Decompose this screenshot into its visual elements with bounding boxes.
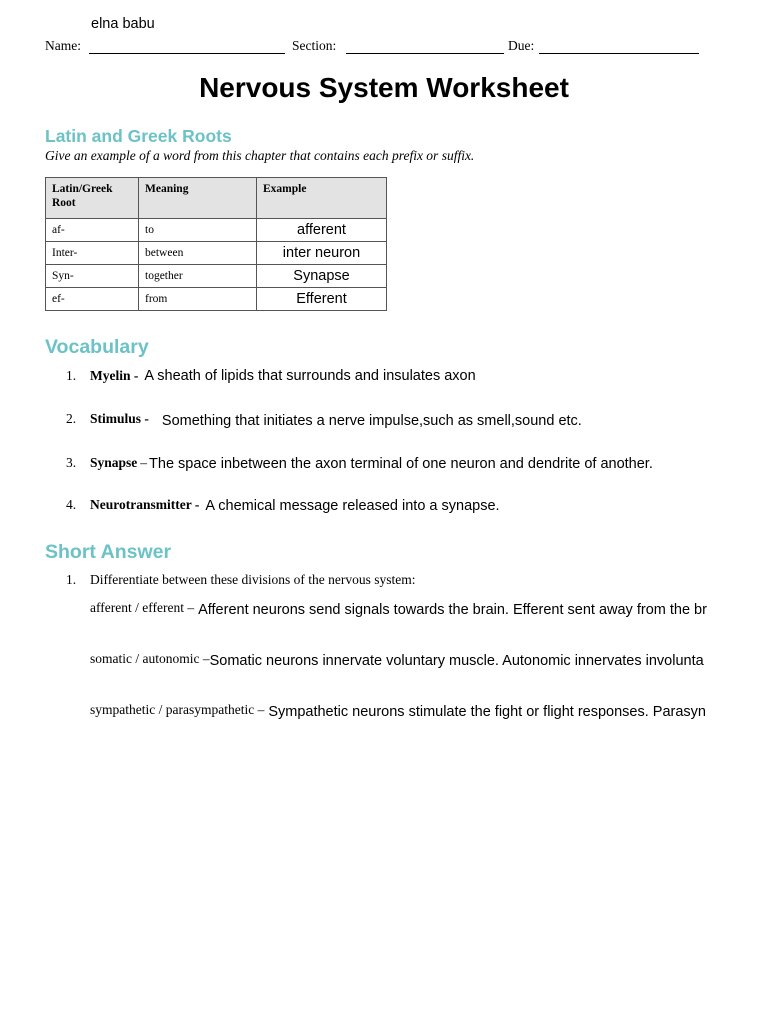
section-label: Section: (292, 38, 337, 53)
example-cell: Efferent (257, 288, 387, 311)
vocab-definition: The space inbetween the axon terminal of one neuron and dendrite of another. (149, 456, 653, 472)
pair-label: somatic / autonomic – (90, 651, 210, 666)
question-text: Differentiate between these divisions of the nervous system: (90, 572, 416, 587)
vocab-definition: A sheath of lipids that surrounds and insulates axon (144, 368, 476, 384)
answer-row (90, 599, 745, 617)
pair-label: afferent / efferent – (90, 600, 195, 615)
due-label: Due: (508, 38, 535, 53)
root-cell: af- (46, 219, 139, 242)
vocab-term: Neurotransmitter - (90, 497, 200, 512)
answer-row (90, 650, 745, 668)
vocab-item (66, 454, 653, 472)
vocab-item (66, 496, 500, 514)
column-header: Latin/Greek Root (46, 178, 139, 219)
table-row (46, 265, 387, 288)
vocab-definition: Something that initiates a nerve impulse,such as smell,sound etc. (161, 413, 582, 429)
table-row (46, 219, 387, 242)
item-number: 2. (66, 411, 77, 426)
vocab-item (66, 367, 476, 385)
page-title: Nervous System Worksheet (199, 72, 569, 103)
meaning-cell: to (139, 219, 257, 242)
name-blank (89, 39, 285, 54)
vocabulary-heading: Vocabulary (45, 336, 149, 358)
name-label: Name: (45, 38, 81, 53)
answer-row (90, 701, 745, 719)
meaning-cell: together (139, 265, 257, 288)
pair-label: sympathetic / parasympathetic – (90, 702, 265, 717)
roots-heading: Latin and Greek Roots (45, 126, 232, 146)
due-blank (539, 39, 699, 54)
meaning-cell: from (139, 288, 257, 311)
meaning-cell: between (139, 242, 257, 265)
student-name: elna babu (91, 16, 155, 32)
roots-table (45, 177, 387, 311)
vocab-dash: – (140, 455, 148, 470)
item-number: 3. (66, 455, 77, 470)
column-header: Meaning (139, 178, 257, 219)
item-number: 1. (66, 572, 77, 587)
roots-instruction: Give an example of a word from this chapter that contains each prefix or suffix. (45, 148, 475, 163)
pair-answer: Afferent neurons send signals towards the brain. Efferent sent away from the br (198, 602, 707, 617)
table-header-row (46, 178, 387, 219)
example-cell: afferent (257, 219, 387, 242)
example-cell: inter neuron (257, 242, 387, 265)
pair-answer: Somatic neurons innervate voluntary muscle. Autonomic innervates involunta (209, 653, 704, 668)
root-cell: Inter- (46, 242, 139, 265)
pair-answer: Sympathetic neurons stimulate the fight or flight responses. Parasyn (268, 704, 706, 719)
column-header: Example (257, 178, 387, 219)
item-number: 4. (66, 497, 77, 512)
root-cell: ef- (46, 288, 139, 311)
short-answer-heading: Short Answer (45, 541, 172, 563)
item-number: 1. (66, 368, 77, 383)
example-cell: Synapse (257, 265, 387, 288)
vocab-term: Myelin - (90, 368, 139, 383)
vocab-term: Synapse (90, 455, 138, 470)
vocab-term: Stimulus - (90, 411, 149, 426)
section-blank (346, 39, 504, 54)
vocab-definition: A chemical message released into a synapse. (205, 498, 500, 514)
vocab-item (66, 410, 582, 428)
table-row (46, 288, 387, 311)
table-row (46, 242, 387, 265)
short-answer-question (66, 572, 416, 588)
root-cell: Syn- (46, 265, 139, 288)
